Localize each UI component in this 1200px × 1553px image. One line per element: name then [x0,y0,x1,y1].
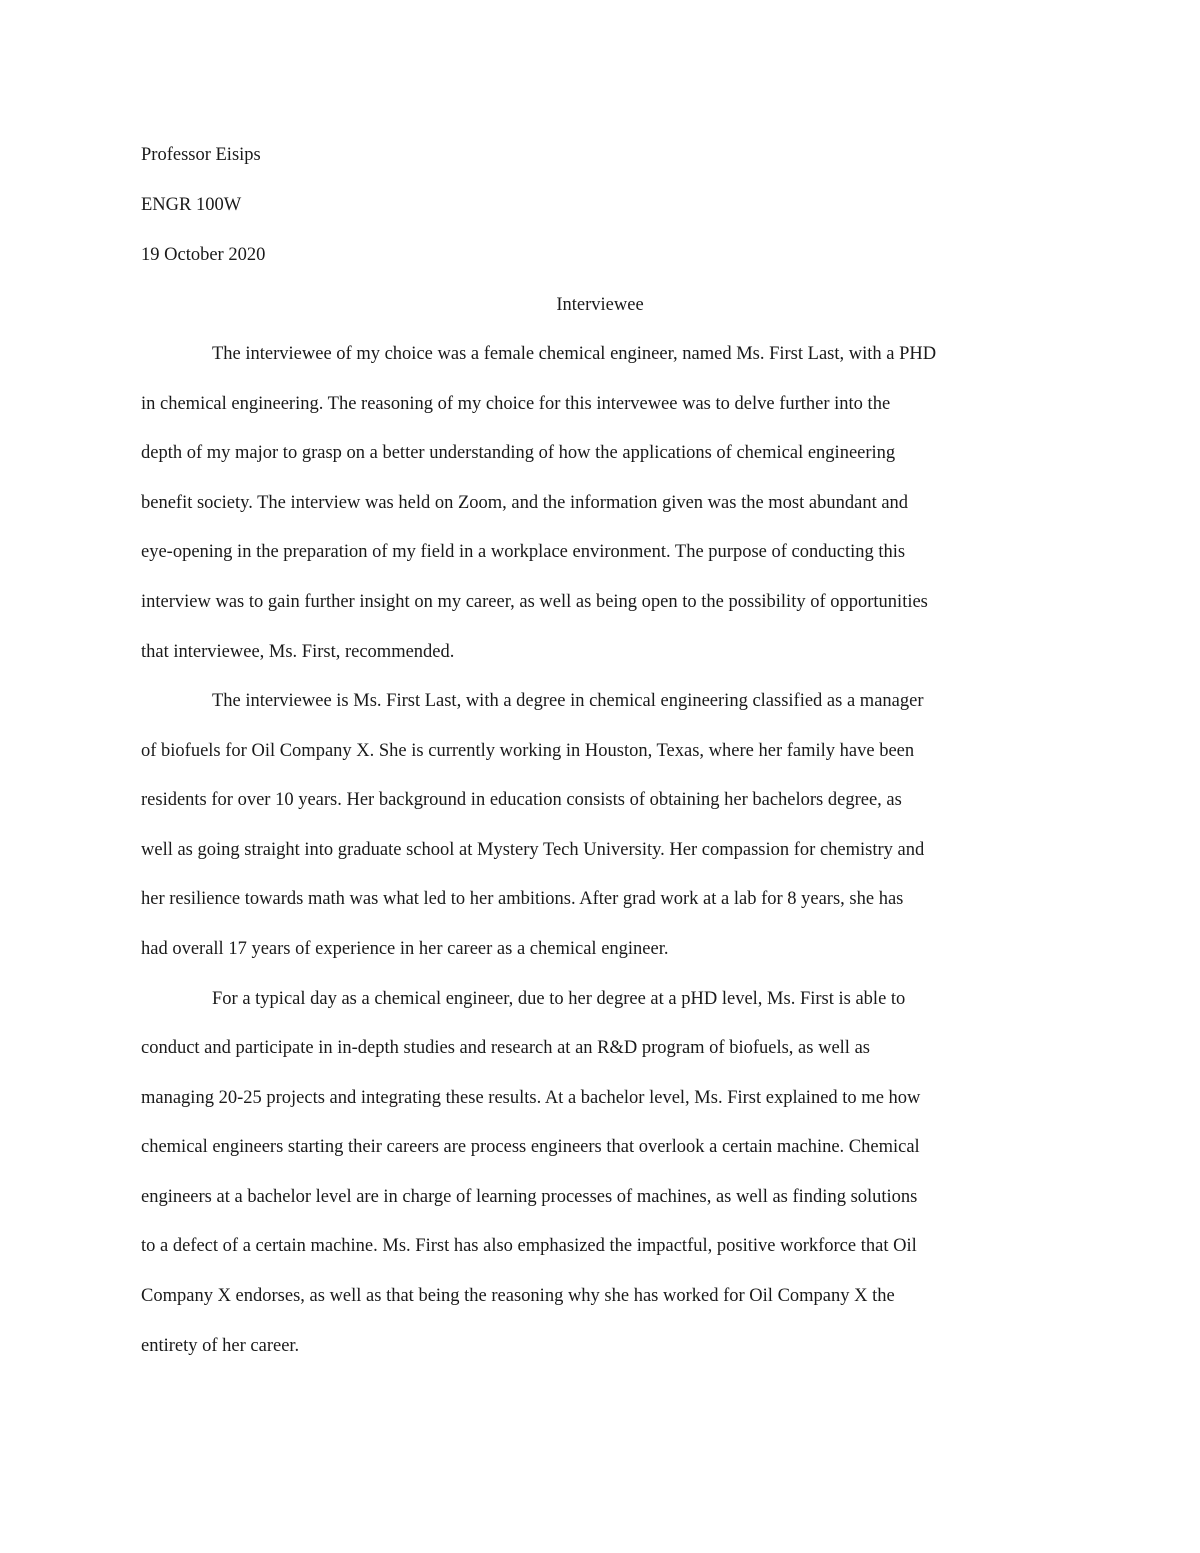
paragraph-line: that interviewee, Ms. First, recommended. [141,642,455,662]
paragraph-line: The interviewee of my choice was a female chemical engineer, named Ms. First Last, with a PHD [212,344,937,364]
paragraph-line: interview was to gain further insight on my career, as well as being open to the possibility of opportunities [141,592,928,612]
paragraph-line: depth of my major to grasp on a better understanding of how the applications of chemical engineering [141,443,896,463]
paragraph-line: well as going straight into graduate school at Mystery Tech University. Her compassion for chemistry and [141,840,925,860]
paragraph-line: conduct and participate in in-depth studies and research at an R&D program of biofuels, as well as [141,1038,870,1058]
document-title: Interviewee [556,295,644,315]
paragraph-line: engineers at a bachelor level are in charge of learning processes of machines, as well as finding solutions [141,1187,918,1207]
paragraph-line: her resilience towards math was what led to her ambitions. After grad work at a lab for 8 years, she has [141,889,904,909]
paragraph-line: in chemical engineering. The reasoning of my choice for this intervewee was to delve further into the [141,394,891,414]
paragraph-line: chemical engineers starting their careers are process engineers that overlook a certain machine. Chemical [141,1137,920,1157]
paragraph-line: The interviewee is Ms. First Last, with a degree in chemical engineering classified as a manager [212,691,924,711]
paragraph-line: benefit society. The interview was held on Zoom, and the information given was the most abundant and [141,493,909,513]
paragraph-line: eye-opening in the preparation of my field in a workplace environment. The purpose of conducting this [141,542,906,562]
paragraph-line: Company X endorses, as well as that being the reasoning why she has worked for Oil Company X the [141,1286,895,1306]
paragraph-line: had overall 17 years of experience in her career as a chemical engineer. [141,939,669,959]
paragraph-line: For a typical day as a chemical engineer, due to her degree at a pHD level, Ms. First is able to [212,989,906,1009]
paragraph-line: of biofuels for Oil Company X. She is currently working in Houston, Texas, where her family have been [141,741,915,761]
document-date: 19 October 2020 [141,245,266,265]
professor-name: Professor Eisips [141,145,261,165]
paragraph-line: residents for over 10 years. Her background in education consists of obtaining her bachelors degree, as [141,790,902,810]
paragraph-line: entirety of her career. [141,1336,300,1356]
paragraph-line: to a defect of a certain machine. Ms. First has also emphasized the impactful, positive workforce that Oil [141,1236,917,1256]
course-code: ENGR 100W [141,195,242,215]
paragraph-line: managing 20-25 projects and integrating these results. At a bachelor level, Ms. First explained to me how [141,1088,921,1108]
